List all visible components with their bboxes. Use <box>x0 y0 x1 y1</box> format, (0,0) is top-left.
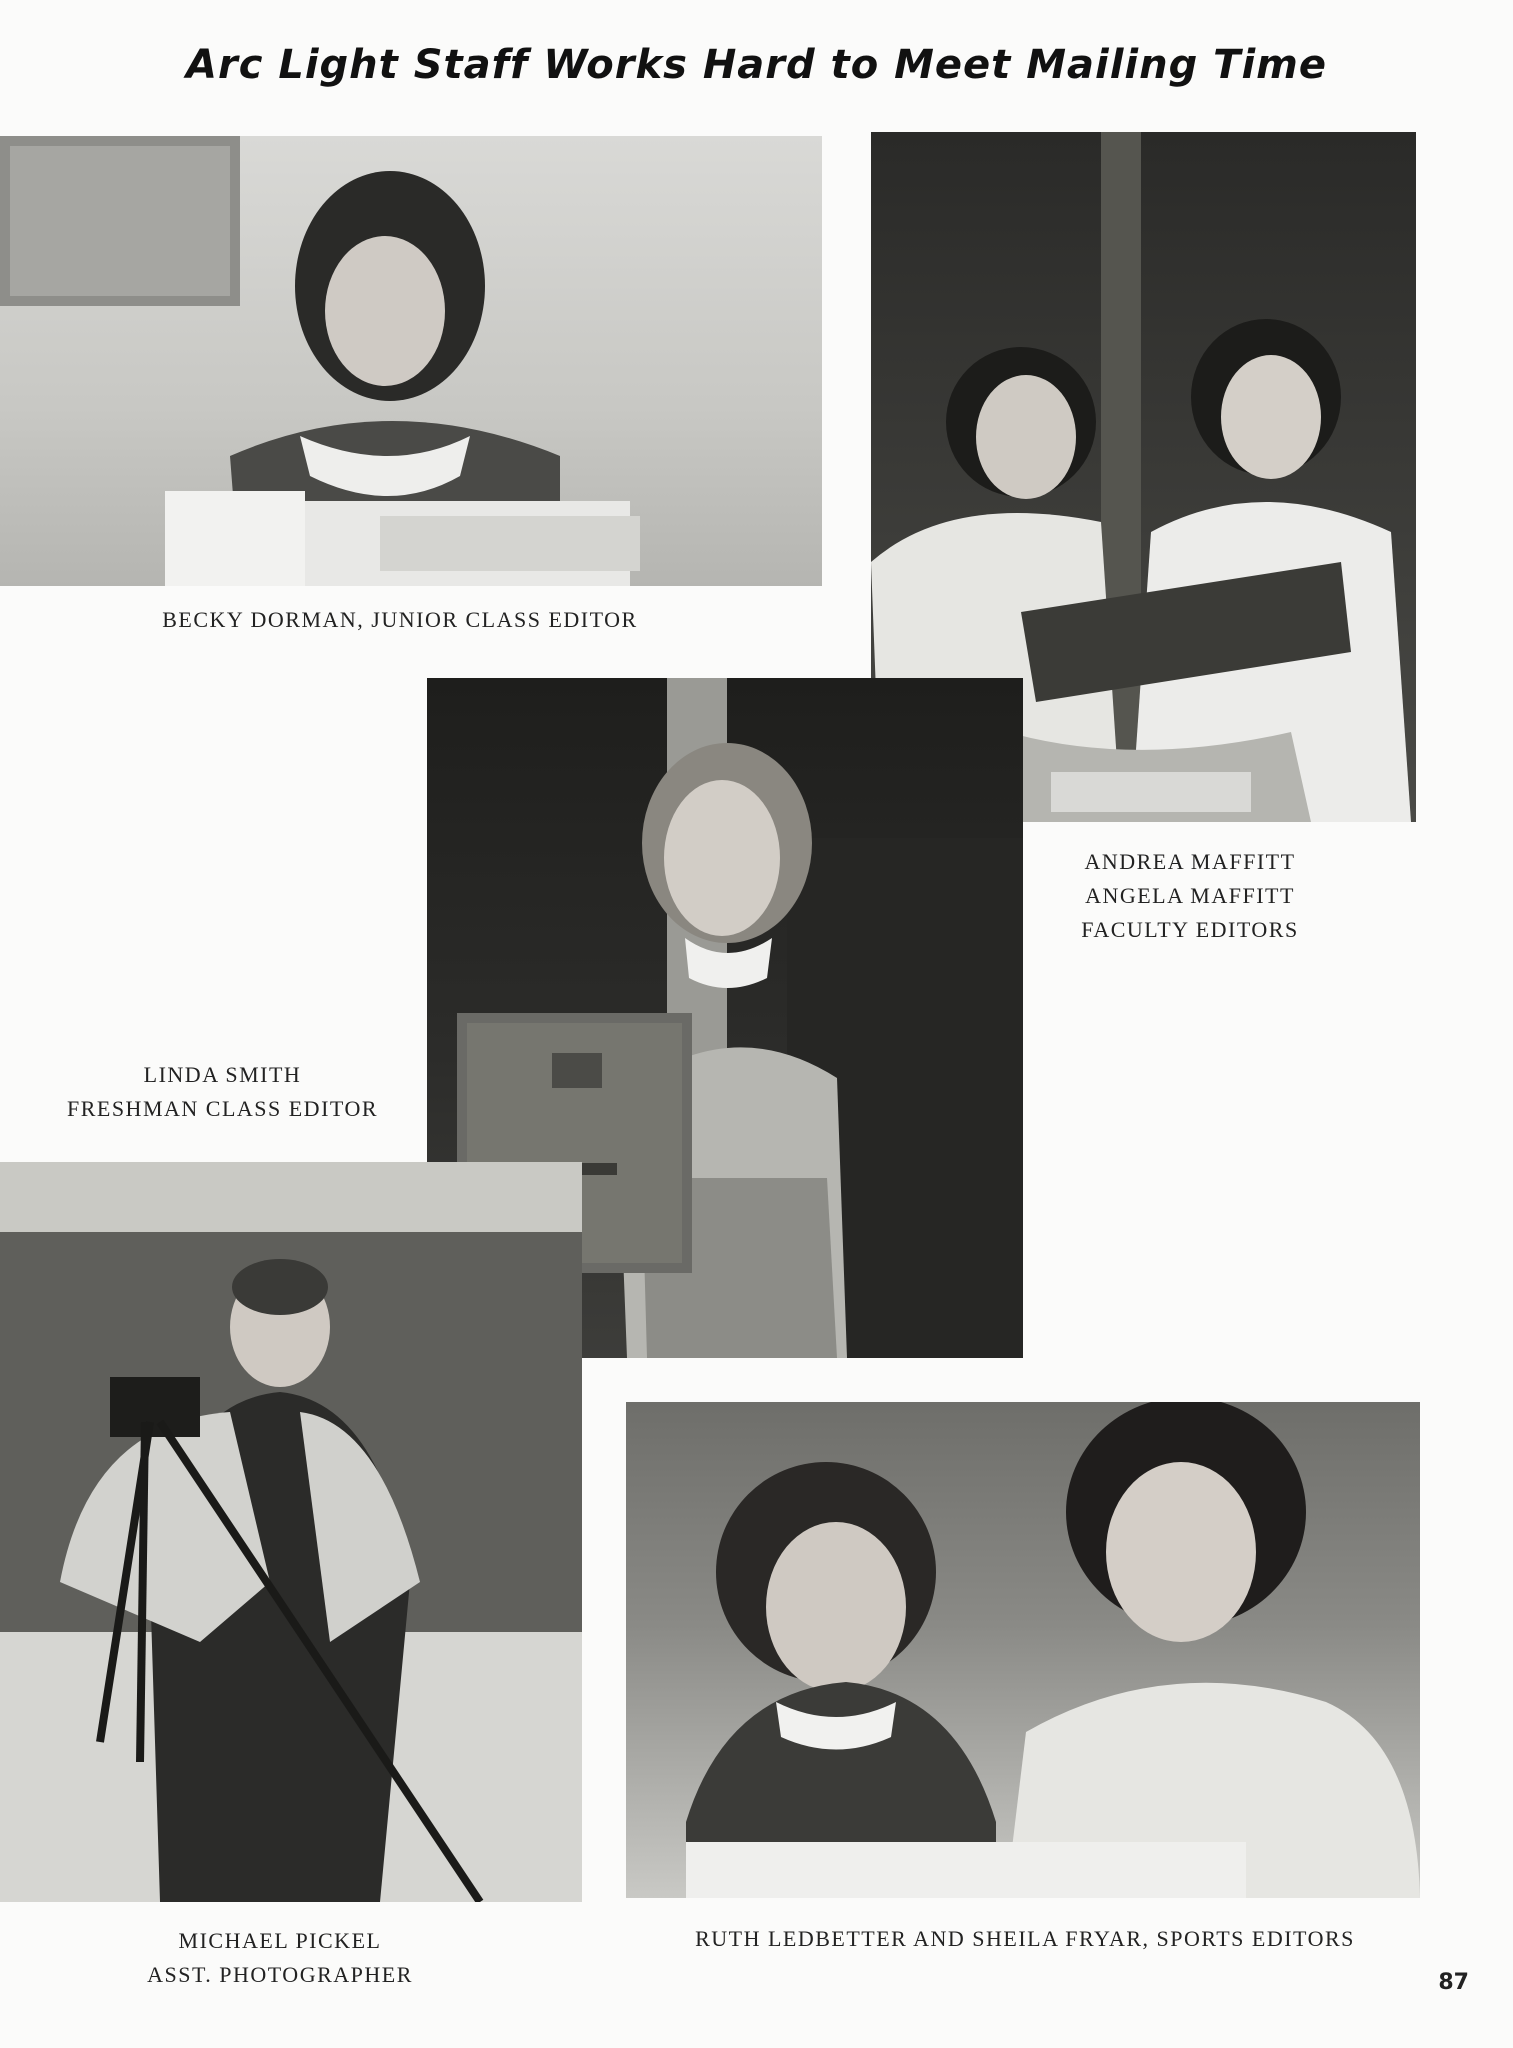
caption-linda-smith <box>40 1058 405 1126</box>
page-number: 87 <box>1438 1970 1469 1995</box>
photo-michael-pickel <box>0 1162 582 1902</box>
caption-maffitt-line1: ANDREA MAFFITT <box>1084 849 1296 874</box>
photo-becky-dorman <box>0 136 822 586</box>
caption-linda-line2: FRESHMAN CLASS EDITOR <box>66 1096 379 1121</box>
photo-ruth-sheila <box>626 1402 1420 1898</box>
caption-michael-line1: MICHAEL PICKEL <box>178 1928 382 1953</box>
caption-maffitt-line2: ANGELA MAFFITT <box>1085 883 1295 908</box>
caption-maffitt <box>1040 845 1340 947</box>
caption-michael-line2: ASST. PHOTOGRAPHER <box>147 1962 413 1987</box>
caption-ruth-sheila: RUTH LEDBETTER AND SHEILA FRYAR, SPORTS EDITORS <box>695 1926 1355 1951</box>
page-title: Arc Light Staff Works Hard to Meet Mailing Time <box>186 42 1327 88</box>
caption-michael-pickel <box>110 1924 450 1992</box>
caption-maffitt-line3: FACULTY EDITORS <box>1081 917 1299 942</box>
caption-becky-dorman: BECKY DORMAN, JUNIOR CLASS EDITOR <box>162 607 638 632</box>
caption-linda-line1: LINDA SMITH <box>143 1062 302 1087</box>
